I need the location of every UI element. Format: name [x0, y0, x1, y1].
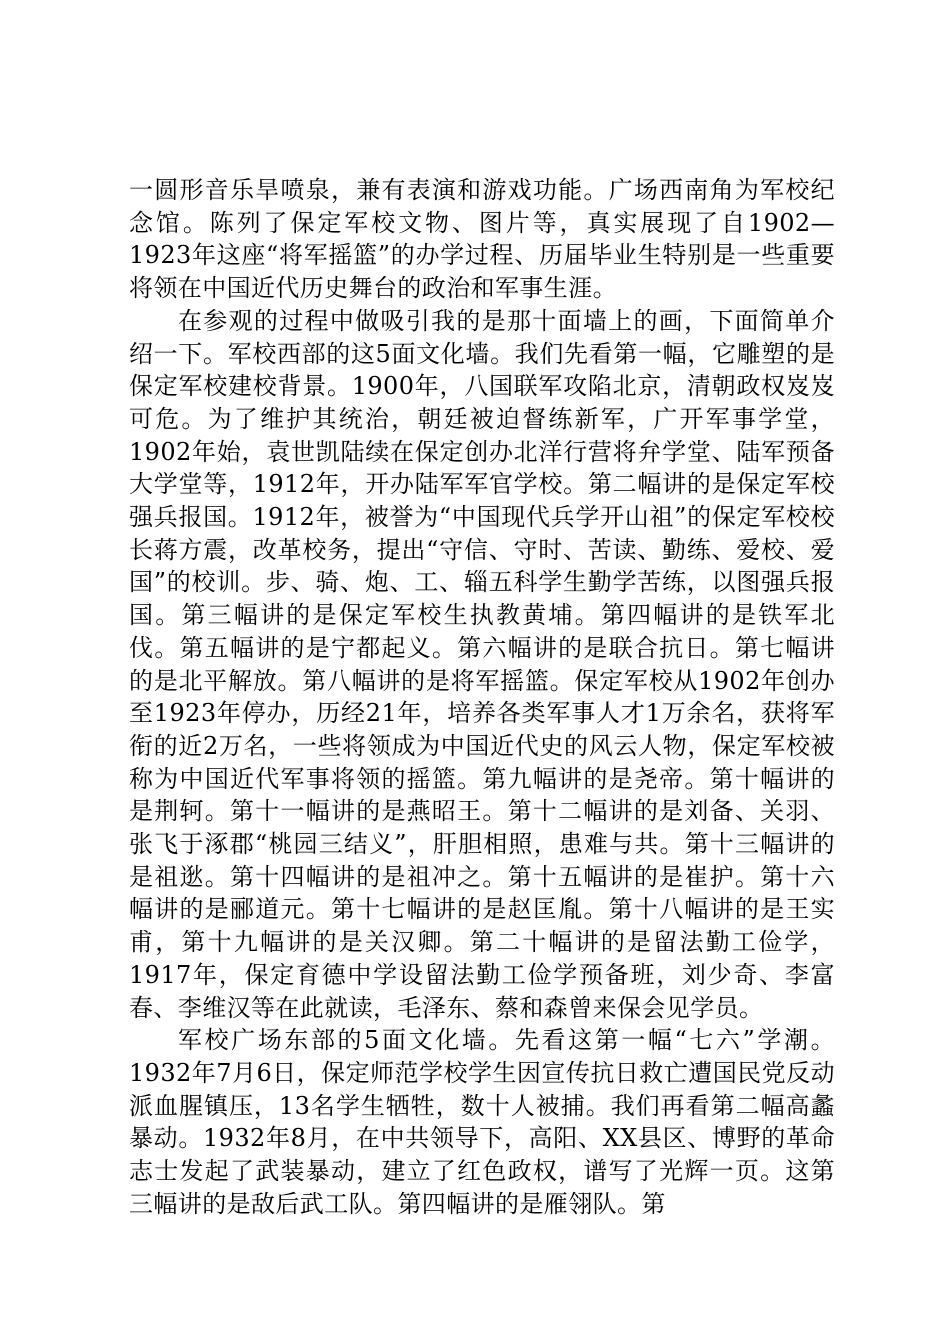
paragraph-3: 军校广场东部的5面文化墙。先看这第一幅“七六”学潮。1932年7月6日，保定师范学校学生因宣传抗日救亡遭国民党反动派血腥镇压，13名学生牺牲，数十人被捕。我们再看第二幅高蠡暴动。1932年8月，在中共领导下，高阳、XX县区、博野的革命志士发起了武装暴动，建立了红色政权，谱写了光辉一页。这第三幅讲的是敌后武工队。第四幅讲的是雁翎队。第: [129, 1026, 835, 1218]
paragraph-2: 在参观的过程中做吸引我的是那十面墙上的画，下面简单介绍一下。军校西部的这5面文化墙。我们先看第一幅，它雕塑的是保定军校建校背景。1900年，八国联军攻陷北京，清朝政权岌岌可危。为了维护其统治，朝廷被迫督练新军，广开军事学堂，1902年始，袁世凯陆续在保定创办北洋行营将弁学堂、陆军预备大学堂等，1912年，开办陆军军官学校。第二幅讲的是保定军校强兵报国。1912年，被誉为“中国现代兵学开山祖”的保定军校校长蒋方震，改革校务，提出“守信、守时、苦读、勤练、爱校、爱国”的校训。步、骑、炮、工、辎五科学生勤学苦练，以图强兵报国。第三幅讲的是保定军校生执教黄埔。第四幅讲的是铁军北伐。第五幅讲的是宁都起义。第六幅讲的是联合抗日。第七幅讲的是北平解放。第八幅讲的是将军摇篮。保定军校从1902年创办至1923年停办，历经21年，培养各类军事人才1万余名，获将军衔的近2万名，一些将领成为中国近代史的风云人物，保定军校被称为中国近代军事将领的摇篮。第九幅讲的是尧帝。第十幅讲的是荆轲。第十一幅讲的是燕昭王。第十二幅讲的是刘备、关羽、张飞于涿郡“桃园三结义”，肝胆相照，患难与共。第十三幅讲的是祖逖。第十四幅讲的是祖冲之。第十五幅讲的是崔护。第十六幅讲的是郦道元。第十七幅讲的是赵匡胤。第十八幅讲的是王实甫，第十九幅讲的是关汉卿。第二十幅讲的是留法勤工俭学，1917年，保定育德中学设留法勤工俭学预备班，刘少奇、李富春、李维汉等在此就读，毛泽东、蔡和森曾来保会见学员。: [129, 306, 835, 1022]
body-text: [129, 174, 835, 1221]
paragraph-1: 一圆形音乐旱喷泉，兼有表演和游戏功能。广场西南角为军校纪念馆。陈列了保定军校文物、图片等，真实展现了自1902—1923年这座“将军摇篮”的办学过程、历届毕业生特别是一些重要将领在中国近代历史舞台的政治和军事生涯。: [129, 176, 835, 303]
